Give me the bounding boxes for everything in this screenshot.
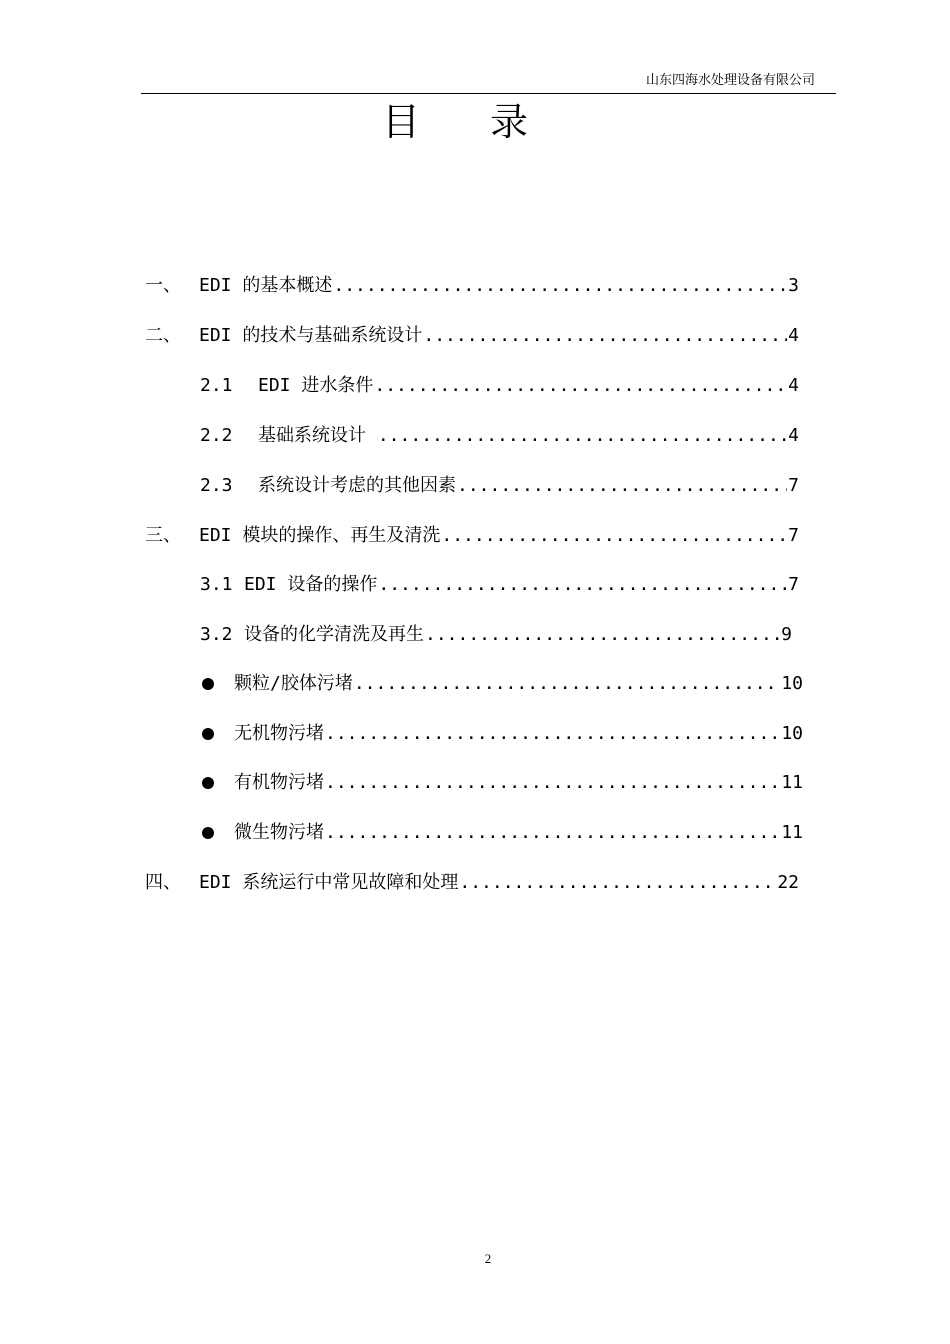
header-divider — [141, 93, 836, 94]
toc-entry[interactable] — [202, 721, 803, 747]
toc-entry[interactable] — [202, 671, 803, 697]
bullet-icon — [202, 728, 214, 740]
toc-entry-title: 有机物污堵 — [234, 772, 324, 793]
toc-entry-page: 10 — [781, 673, 803, 694]
toc-entry-title: EDI 的技术与基础系统设计 — [199, 325, 423, 346]
toc-entry-title: 系统设计考虑的其他因素 — [258, 475, 456, 496]
toc-entry[interactable] — [200, 373, 799, 399]
toc-entry-page: 3 — [788, 275, 799, 296]
toc-dot-leader — [378, 423, 787, 449]
toc-entry-title: EDI 系统运行中常见故障和处理 — [199, 872, 459, 893]
toc-entry-number: 三、 — [145, 525, 181, 546]
toc-entry-title: EDI 模块的操作、再生及清洗 — [199, 525, 441, 546]
toc-entry[interactable] — [200, 572, 799, 598]
toc-dot-leader — [423, 323, 787, 349]
toc-entry-title: 基础系统设计 — [258, 425, 377, 446]
toc-entry-page: 4 — [788, 375, 799, 396]
toc-entry-page: 11 — [781, 822, 803, 843]
toc-entry[interactable] — [145, 523, 799, 549]
toc-entry-page: 7 — [788, 525, 799, 546]
header-company-name: 山东四海水处理设备有限公司 — [645, 73, 815, 88]
toc-dot-leader — [378, 572, 787, 598]
toc-entry-number: 3.2 — [200, 624, 233, 645]
toc-dot-leader — [354, 671, 780, 697]
toc-dot-leader — [333, 273, 787, 299]
toc-entry-number: 四、 — [145, 872, 181, 893]
toc-entry-number: 一、 — [145, 275, 181, 296]
toc-entry-number: 3.1 — [200, 574, 233, 595]
toc-entry[interactable] — [202, 770, 803, 796]
toc-entry[interactable] — [145, 323, 799, 349]
toc-entry-page: 4 — [788, 425, 799, 446]
toc-dot-leader — [374, 373, 787, 399]
toc-entry-page: 7 — [788, 475, 799, 496]
toc-entry-page: 11 — [781, 772, 803, 793]
toc-dot-leader — [325, 820, 780, 846]
toc-entry[interactable] — [145, 870, 799, 896]
toc-dot-leader — [425, 622, 780, 648]
toc-entry-title: EDI 的基本概述 — [199, 275, 333, 296]
toc-entry-number: 2.2 — [200, 425, 233, 446]
toc-entry[interactable] — [200, 473, 799, 499]
toc-entry[interactable] — [145, 273, 799, 299]
toc-entry[interactable] — [200, 423, 799, 449]
bullet-icon — [202, 827, 214, 839]
toc-entry-title: EDI 设备的操作 — [244, 574, 378, 595]
toc-entry[interactable] — [202, 820, 803, 846]
toc-entry-title: EDI 进水条件 — [258, 375, 374, 396]
toc-entry-number: 2.3 — [200, 475, 233, 496]
page-title: 目录 — [381, 100, 598, 144]
bullet-icon — [202, 777, 214, 789]
toc-dot-leader — [325, 770, 780, 796]
toc-entry-title: 微生物污堵 — [234, 822, 324, 843]
toc-entry-title: 颗粒/胶体污堵 — [234, 673, 353, 694]
toc-dot-leader — [441, 523, 787, 549]
toc-entry-number: 二、 — [145, 325, 181, 346]
toc-entry-title: 无机物污堵 — [234, 723, 324, 744]
toc-dot-leader — [459, 870, 776, 896]
toc-entry-number: 2.1 — [200, 375, 233, 396]
toc-entry-page: 4 — [788, 325, 799, 346]
toc-entry-title: 设备的化学清洗及再生 — [244, 624, 424, 645]
toc-entry-page: 7 — [788, 574, 799, 595]
toc-dot-leader — [457, 473, 787, 499]
toc-entry-page: 10 — [781, 723, 803, 744]
page-number: 2 — [484, 1251, 492, 1266]
toc-entry[interactable] — [200, 622, 792, 648]
toc-dot-leader — [325, 721, 780, 747]
bullet-icon — [202, 678, 214, 690]
toc-entry-page: 9 — [781, 624, 792, 645]
toc-entry-page: 22 — [777, 872, 799, 893]
